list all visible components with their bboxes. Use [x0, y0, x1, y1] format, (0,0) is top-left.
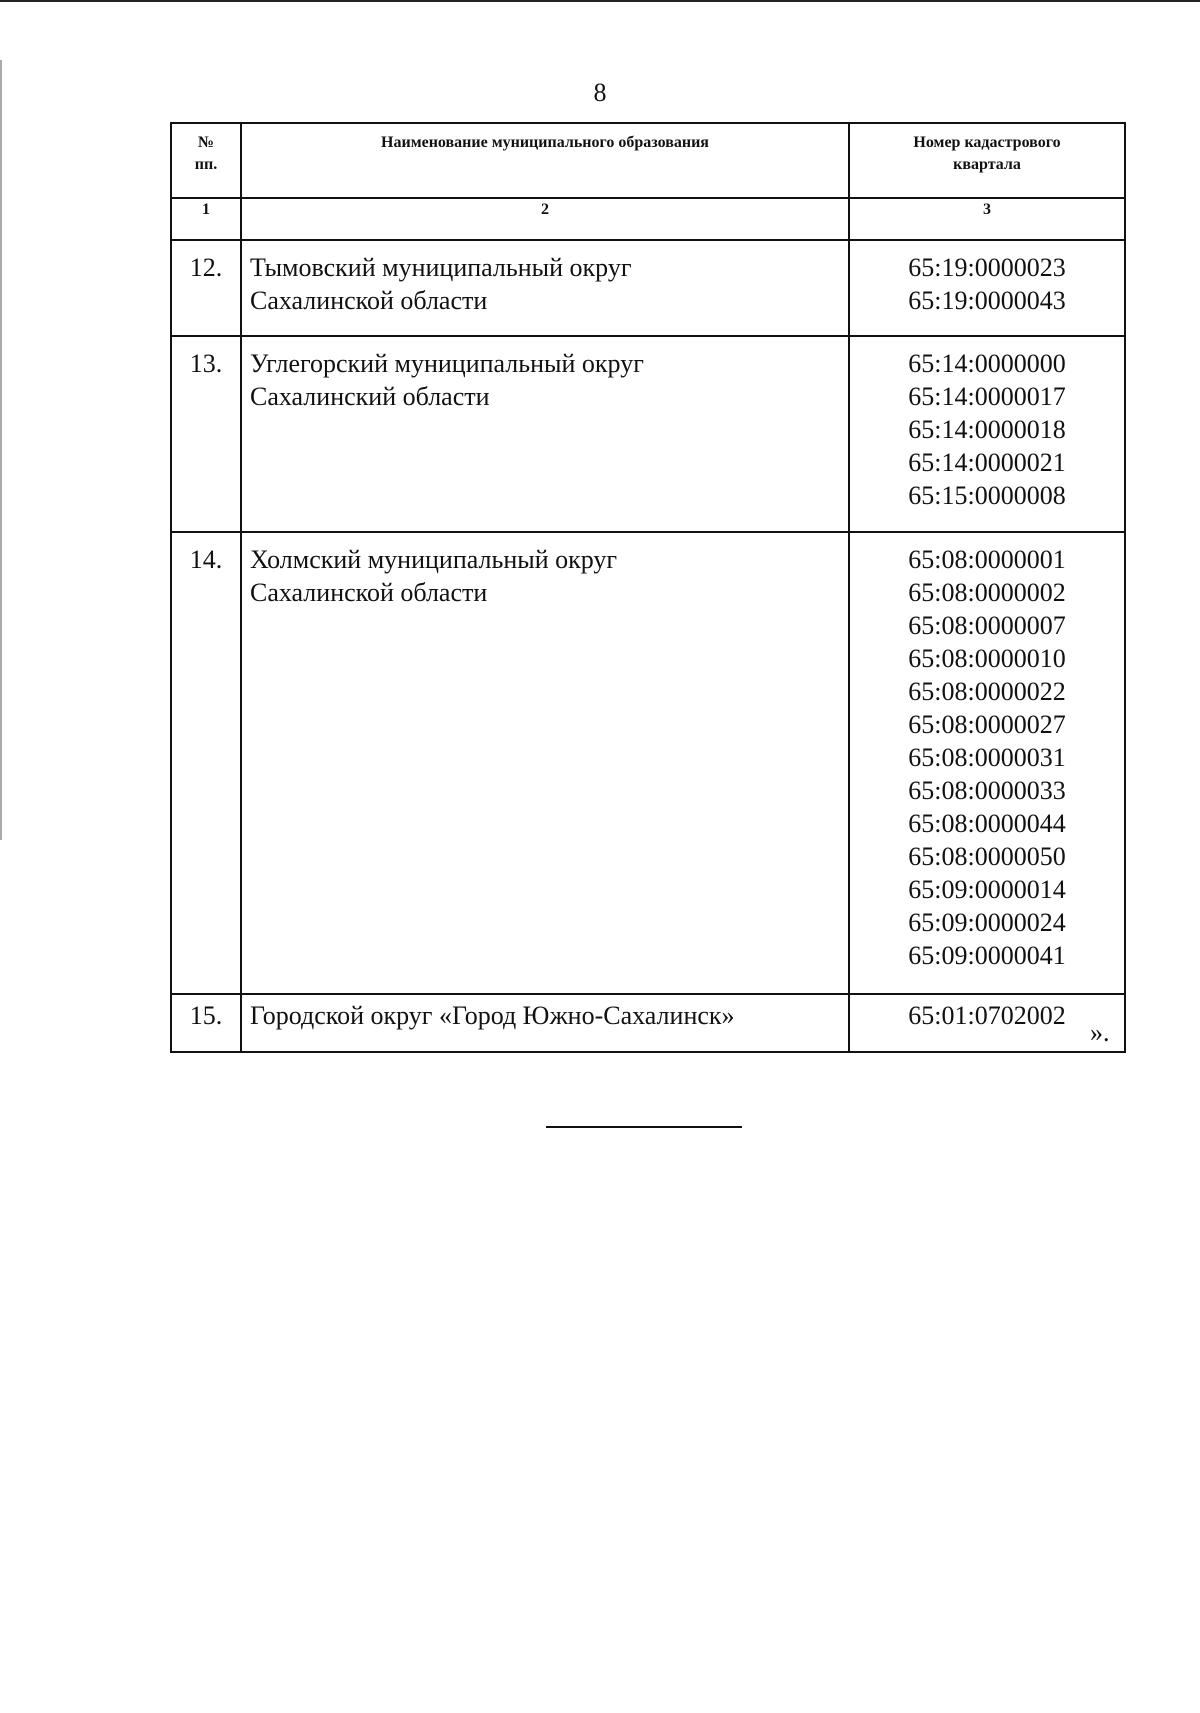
- cadastral-code: 65:08:0000044: [908, 809, 1066, 838]
- table-row: [171, 994, 1125, 1052]
- table-row: [171, 336, 1125, 532]
- header-name: Наименование муниципального образования: [241, 123, 849, 198]
- index-1: 1: [171, 198, 241, 240]
- table-row: [171, 240, 1125, 336]
- cadastral-code: 65:08:0000001: [908, 545, 1066, 574]
- cadastral-code: 65:08:0000010: [908, 644, 1066, 673]
- cadastral-code: 65:19:0000043: [908, 286, 1066, 315]
- cadastral-code: 65:08:0000050: [908, 842, 1066, 871]
- cadastral-code: 65:08:0000022: [908, 677, 1066, 706]
- cadastral-code: 65:09:0000024: [908, 908, 1066, 937]
- cadastral-code: 65:19:0000023: [908, 253, 1066, 282]
- scan-top-edge: [0, 0, 1200, 2]
- cadastral-code: 65:08:0000002: [908, 578, 1066, 607]
- row-number: 14.: [171, 532, 241, 994]
- municipality-name: Углегорский муниципальный округ Сахалинский области: [241, 336, 849, 532]
- index-row: [171, 198, 1125, 240]
- cadastral-code: 65:01:0702002: [908, 1001, 1066, 1030]
- page-number: 8: [593, 78, 607, 107]
- cadastral-code: 65:08:0000027: [908, 710, 1066, 739]
- closing-quote: ».: [1090, 1018, 1110, 1047]
- cadastral-code: 65:08:0000033: [908, 776, 1066, 805]
- header-row: [171, 123, 1125, 198]
- cadastral-code: 65:15:0000008: [908, 481, 1066, 510]
- table-row: [171, 532, 1125, 994]
- cadastral-table: [170, 122, 1126, 1053]
- municipality-name: Холмский муниципальный округ Сахалинской области: [241, 532, 849, 994]
- row-number: 15.: [171, 994, 241, 1052]
- cadastral-code: 65:08:0000007: [908, 611, 1066, 640]
- cadastral-code: 65:14:0000000: [908, 349, 1066, 378]
- header-code: Номер кадастрового квартала: [849, 123, 1125, 198]
- cadastral-code: 65:14:0000017: [908, 382, 1066, 411]
- cadastral-code: 65:14:0000018: [908, 415, 1066, 444]
- end-rule: [546, 1126, 742, 1128]
- municipality-name: Городской округ «Город Южно-Сахалинск»: [241, 994, 849, 1052]
- cadastral-code: 65:08:0000031: [908, 743, 1066, 772]
- cadastral-code: 65:14:0000021: [908, 448, 1066, 477]
- cadastral-codes: [849, 336, 1125, 532]
- cadastral-code: 65:09:0000014: [908, 875, 1066, 904]
- cadastral-codes: [849, 994, 1125, 1052]
- municipality-name: Тымовский муниципальный округ Сахалинской области: [241, 240, 849, 336]
- row-number: 12.: [171, 240, 241, 336]
- row-number: 13.: [171, 336, 241, 532]
- header-num: № пп.: [171, 123, 241, 198]
- cadastral-codes: [849, 240, 1125, 336]
- scan-left-edge: [0, 60, 2, 840]
- index-2: 2: [241, 198, 849, 240]
- cadastral-codes: [849, 532, 1125, 994]
- index-3: 3: [849, 198, 1125, 240]
- cadastral-code: 65:09:0000041: [908, 941, 1066, 970]
